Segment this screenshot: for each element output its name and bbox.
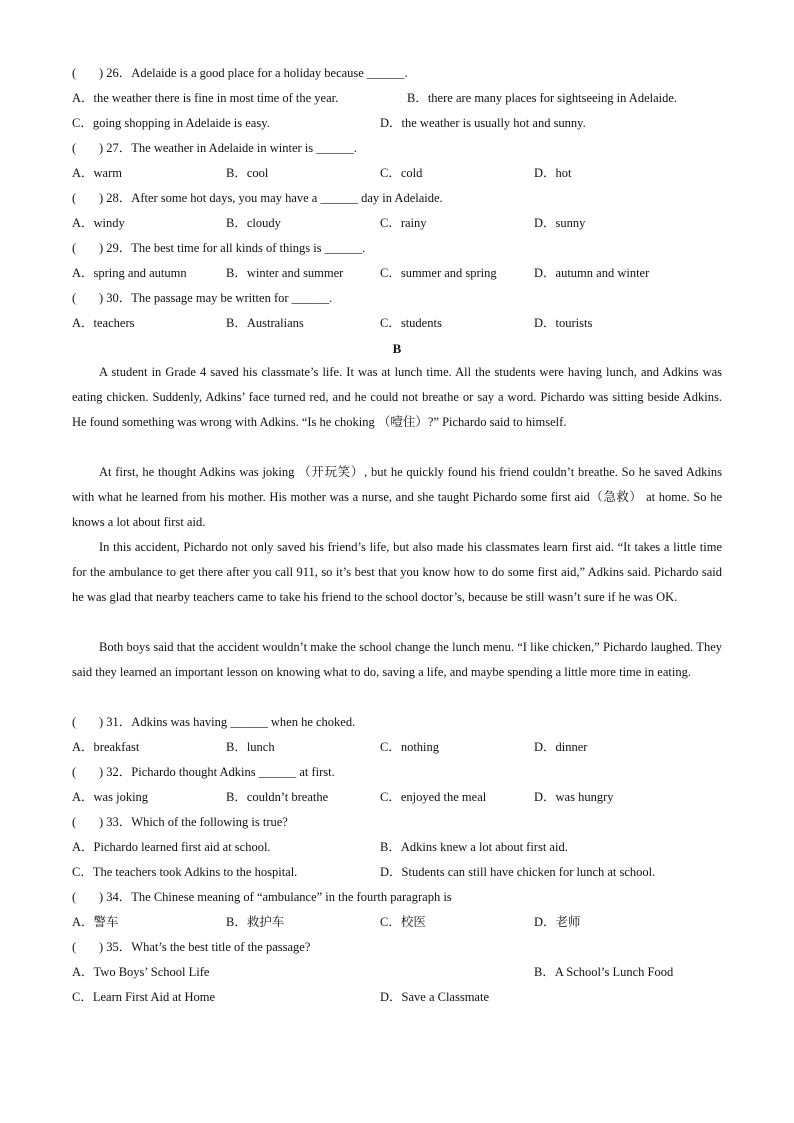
options-33-row2 [72, 860, 722, 885]
question-stem: ) 27．The weather in Adelaide in winter is ______. [99, 141, 357, 155]
option-a[interactable]: A．warm [72, 166, 122, 180]
option-c[interactable]: C．going shopping in Adelaide is easy. [72, 116, 270, 130]
question-stem: ) 30．The passage may be written for ______. [99, 291, 333, 305]
option-a[interactable]: A．was joking [72, 790, 149, 804]
answer-blank[interactable]: ( [72, 715, 77, 729]
options-34 [72, 910, 722, 935]
passage-paragraph-4: Both boys said that the accident wouldn’t make the school change the lunch menu. “I like chicken,” Pichardo laughed. They said they learned an important lesson on knowing what to do, saving a life, and maybe spending a little more time in eating. [72, 640, 722, 679]
option-b[interactable]: B．A School’s Lunch Food [534, 965, 674, 979]
answer-blank[interactable]: ( [72, 765, 77, 779]
option-d[interactable]: D．Students can still have chicken for lunch at school. [380, 865, 656, 879]
option-d[interactable]: D．sunny [534, 216, 586, 230]
options-30 [72, 311, 722, 336]
question-stem: ) 28．After some hot days, you may have a ______ day in Adelaide. [99, 191, 443, 205]
option-b[interactable]: B．救护车 [226, 915, 285, 929]
answer-blank[interactable]: ( [72, 191, 77, 205]
option-a[interactable]: A．Pichardo learned first aid at school. [72, 840, 271, 854]
option-d[interactable]: D．hot [534, 166, 572, 180]
option-a[interactable]: A．the weather there is fine in most time of the year. [72, 91, 339, 105]
option-b[interactable]: B．cloudy [226, 216, 281, 230]
option-a[interactable]: A．teachers [72, 316, 135, 330]
option-c[interactable]: C．校医 [380, 915, 426, 929]
question-27 [72, 136, 722, 161]
passage-paragraph-1: A student in Grade 4 saved his classmate’s life. It was at lunch time. All the students were having lunch, and Adkins was eating chicken. Suddenly, Adkins’ face turned red, and he could not breathe or say a word. Pichardo was sitting beside Adkins. He found something was wrong with Adkins. “Is he choking （噎住）?” Pichardo said to himself. [72, 365, 722, 429]
answer-blank[interactable]: ( [72, 66, 77, 80]
option-a[interactable]: A．breakfast [72, 740, 140, 754]
option-a[interactable]: A．spring and autumn [72, 266, 187, 280]
question-35 [72, 935, 722, 960]
option-d[interactable]: D．老师 [534, 915, 581, 929]
question-stem: ) 34．The Chinese meaning of “ambulance” in the fourth paragraph is [99, 890, 452, 904]
section-title: B [392, 341, 402, 356]
question-stem: ) 26．Adelaide is a good place for a holiday because ______. [99, 66, 408, 80]
options-26-row1 [72, 86, 722, 111]
answer-blank[interactable]: ( [72, 890, 77, 904]
question-stem: ) 31．Adkins was having ______ when he choked. [99, 715, 356, 729]
option-c[interactable]: C．nothing [380, 740, 440, 754]
option-d[interactable]: D．tourists [534, 316, 593, 330]
option-b[interactable]: B．Australians [226, 316, 304, 330]
question-stem: ) 35．What’s the best title of the passage? [99, 940, 311, 954]
question-stem: ) 33．Which of the following is true? [99, 815, 288, 829]
option-b[interactable]: B．couldn’t breathe [226, 790, 329, 804]
answer-blank[interactable]: ( [72, 940, 77, 954]
option-d[interactable]: D．was hungry [534, 790, 614, 804]
option-c[interactable]: C．summer and spring [380, 266, 497, 280]
options-31 [72, 735, 722, 760]
option-c[interactable]: C．Learn First Aid at Home [72, 990, 216, 1004]
question-31 [72, 710, 722, 735]
answer-blank[interactable]: ( [72, 815, 77, 829]
options-35-row2 [72, 985, 722, 1010]
options-27 [72, 161, 722, 186]
option-b[interactable]: B．winter and summer [226, 266, 344, 280]
option-c[interactable]: C．The teachers took Adkins to the hospital. [72, 865, 298, 879]
option-d[interactable]: D．the weather is usually hot and sunny. [380, 116, 586, 130]
answer-blank[interactable]: ( [72, 241, 77, 255]
question-33 [72, 810, 722, 835]
question-stem: ) 29．The best time for all kinds of things is ______. [99, 241, 366, 255]
options-32 [72, 785, 722, 810]
option-c[interactable]: C．enjoyed the meal [380, 790, 487, 804]
option-a[interactable]: A．windy [72, 216, 125, 230]
options-33-row1 [72, 835, 722, 860]
question-34 [72, 885, 722, 910]
option-c[interactable]: C．cold [380, 166, 423, 180]
option-c[interactable]: C．rainy [380, 216, 427, 230]
options-29 [72, 261, 722, 286]
option-b[interactable]: B．lunch [226, 740, 275, 754]
answer-blank[interactable]: ( [72, 291, 77, 305]
option-b[interactable]: B．cool [226, 166, 269, 180]
options-28 [72, 211, 722, 236]
option-c[interactable]: C．students [380, 316, 442, 330]
options-26-row2 [72, 111, 722, 136]
passage-paragraph-2: At first, he thought Adkins was joking （开玩笑）, but he quickly found his friend couldn’t breathe. So he saved Adkins with what he learned from his mother. His mother was a nurse, and she taught Pichardo some first aid（急救） at home. So he knows a lot about first aid. [72, 465, 722, 529]
option-b[interactable]: B．there are many places for sightseeing in Adelaide. [407, 91, 678, 105]
question-30 [72, 286, 722, 311]
option-a[interactable]: A．警车 [72, 915, 119, 929]
option-b[interactable]: B．Adkins knew a lot about first aid. [380, 840, 568, 854]
option-d[interactable]: D．dinner [534, 740, 588, 754]
option-a[interactable]: A．Two Boys’ School Life [72, 965, 210, 979]
option-d[interactable]: D．Save a Classmate [380, 990, 490, 1004]
answer-blank[interactable]: ( [72, 141, 77, 155]
question-stem: ) 32．Pichardo thought Adkins ______ at first. [99, 765, 335, 779]
question-26 [72, 61, 722, 86]
passage-paragraph-3: In this accident, Pichardo not only saved his friend’s life, but also made his classmates learn first aid. “It takes a little time for the ambulance to get there after you call 911, so it’s best that you know how to do some first aid,” Adkins said. Pichardo said he was glad that nearby teachers came to take his friend to the school doctor’s, because be still wasn’t sure if he was OK. [72, 540, 722, 604]
option-d[interactable]: D．autumn and winter [534, 266, 650, 280]
question-28 [72, 186, 722, 211]
question-32 [72, 760, 722, 785]
question-29 [72, 236, 722, 261]
options-35-row1 [72, 960, 722, 985]
